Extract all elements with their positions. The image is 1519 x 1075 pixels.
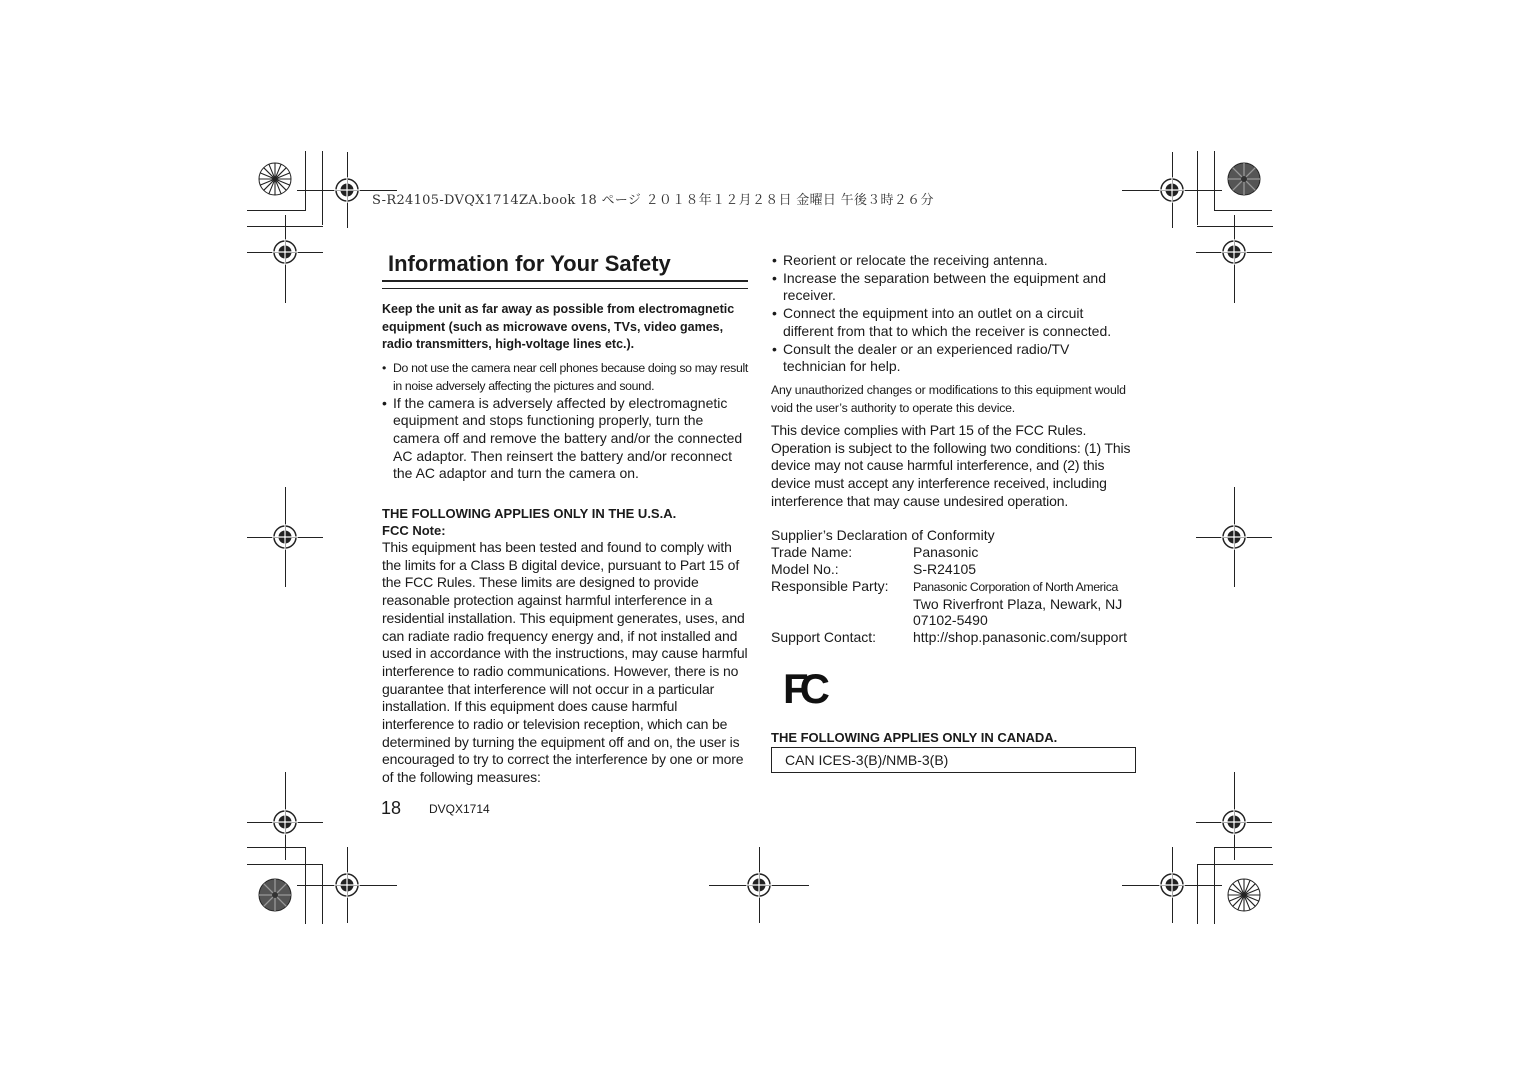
fcc-logo-icon xyxy=(783,666,835,708)
party-label: Responsible Party: xyxy=(771,577,889,594)
canada-heading: THE FOLLOWING APPLIES ONLY IN CANADA. xyxy=(771,729,1058,745)
registration-mark-icon xyxy=(272,524,298,550)
list-item: • Consult the dealer or an experienced radio/TV technician for help. xyxy=(772,341,1132,376)
intro-warning: Keep the unit as far away as possible from electromagnetic equipment (such as microwave ovens, TVs, video games, radio transmitters, high-voltage lines etc.). xyxy=(382,302,735,351)
table-row xyxy=(771,612,1127,629)
trade-name-value: Panasonic xyxy=(913,544,979,561)
canada-compliance-box: CAN ICES-3(B)/NMB-3(B) xyxy=(771,747,1136,773)
title-underline xyxy=(382,280,748,289)
usa-heading: THE FOLLOWING APPLIES ONLY IN THE U.S.A. xyxy=(382,506,677,522)
list-item: • Increase the separation between the equipment and receiver. xyxy=(772,270,1132,305)
svg-text:FC: FC xyxy=(783,665,821,708)
support-label: Support Contact: xyxy=(771,628,877,645)
fcc-measures-list xyxy=(771,252,1132,376)
list-item: • Connect the equipment into an outlet on a circuit different from that to which the receiver is connected. xyxy=(772,305,1132,340)
party-company: Panasonic Corporation of North America xyxy=(913,579,1118,594)
left-column xyxy=(382,250,748,787)
safety-bullets xyxy=(382,359,748,484)
sdoc-table xyxy=(771,544,1127,645)
fcc-body-text: This equipment has been tested and found to comply with the limits for a Class B digital device, pursuant to Part 15 of the FCC Rules. These limits are designed to provide reasonable protection against harmful interference in a residential installation. This equipment generates, uses, and can radiate radio frequency energy and, if not installed and used in accordance with the instructions, may cause harmful interference to radio communications. However, there is no guarantee that interference will not occur in a particular installation. If this equipment does cause harmful interference to radio or television reception, which can be determined by turning the equipment off and on, the user is encouraged to try to correct the interference by one or more of the following measures: xyxy=(382,539,748,786)
support-value: http://shop.panasonic.com/support xyxy=(913,628,1128,645)
table-row xyxy=(771,561,1127,578)
registration-mark-icon xyxy=(272,809,298,835)
modification-note: Any unauthorized changes or modifications to this equipment would void the user’s authority to operate this device. xyxy=(771,382,1126,415)
model-value: S-R24105 xyxy=(913,561,977,578)
table-row xyxy=(771,544,1127,561)
color-target-icon xyxy=(1227,162,1261,196)
trade-name-label: Trade Name: xyxy=(771,544,853,561)
color-target-icon xyxy=(258,878,292,912)
doc-code: DVQX1714 xyxy=(429,802,490,816)
color-target-icon xyxy=(258,162,292,196)
table-row xyxy=(771,578,1127,596)
model-label: Model No.: xyxy=(771,561,839,578)
sdoc-title: Supplier’s Declaration of Conformity xyxy=(771,527,995,544)
fcc-note-label: FCC Note: xyxy=(382,523,446,539)
right-column xyxy=(771,252,1141,773)
list-item: • Reorient or relocate the receiving antenna. xyxy=(772,252,1132,270)
registration-mark-icon xyxy=(1159,177,1185,203)
page-number: 18 xyxy=(381,798,402,818)
registration-mark-icon xyxy=(1221,809,1247,835)
party-address-line2: 07102-5490 xyxy=(913,612,988,629)
registration-mark-icon xyxy=(334,872,360,898)
table-row xyxy=(771,596,1127,613)
table-row xyxy=(771,629,1127,646)
registration-mark-icon xyxy=(272,239,298,265)
registration-mark-icon xyxy=(334,177,360,203)
registration-mark-icon xyxy=(746,872,772,898)
part15-text: This device complies with Part 15 of the FCC Rules. Operation is subject to the following two conditions: (1) This device may not cause harmful interference, and (2) this device must accept any interference received, including interference that may cause undesired operation. xyxy=(771,421,1131,509)
registration-mark-icon xyxy=(1221,239,1247,265)
list-item: • If the camera is adversely affected by electromagnetic equipment and stops functioning properly, turn the camera off and remove the battery and/or the connected AC adaptor. Then reinsert the battery and/or reconnect the AC adaptor and turn the camera on. xyxy=(382,395,748,484)
color-target-icon xyxy=(1227,878,1261,912)
print-header: S-R24105-DVQX1714ZA.book 18 ページ ２０１８年１２月２８日 金曜日 午後３時２６分 xyxy=(372,193,934,208)
registration-mark-icon xyxy=(1221,524,1247,550)
page-title: Information for Your Safety xyxy=(388,251,671,276)
registration-mark-icon xyxy=(1159,872,1185,898)
party-address-line1: Two Riverfront Plaza, Newark, NJ xyxy=(913,595,1123,612)
list-item: • Do not use the camera near cell phones because doing so may result in noise adversely affecting the pictures and sound. xyxy=(382,359,748,395)
